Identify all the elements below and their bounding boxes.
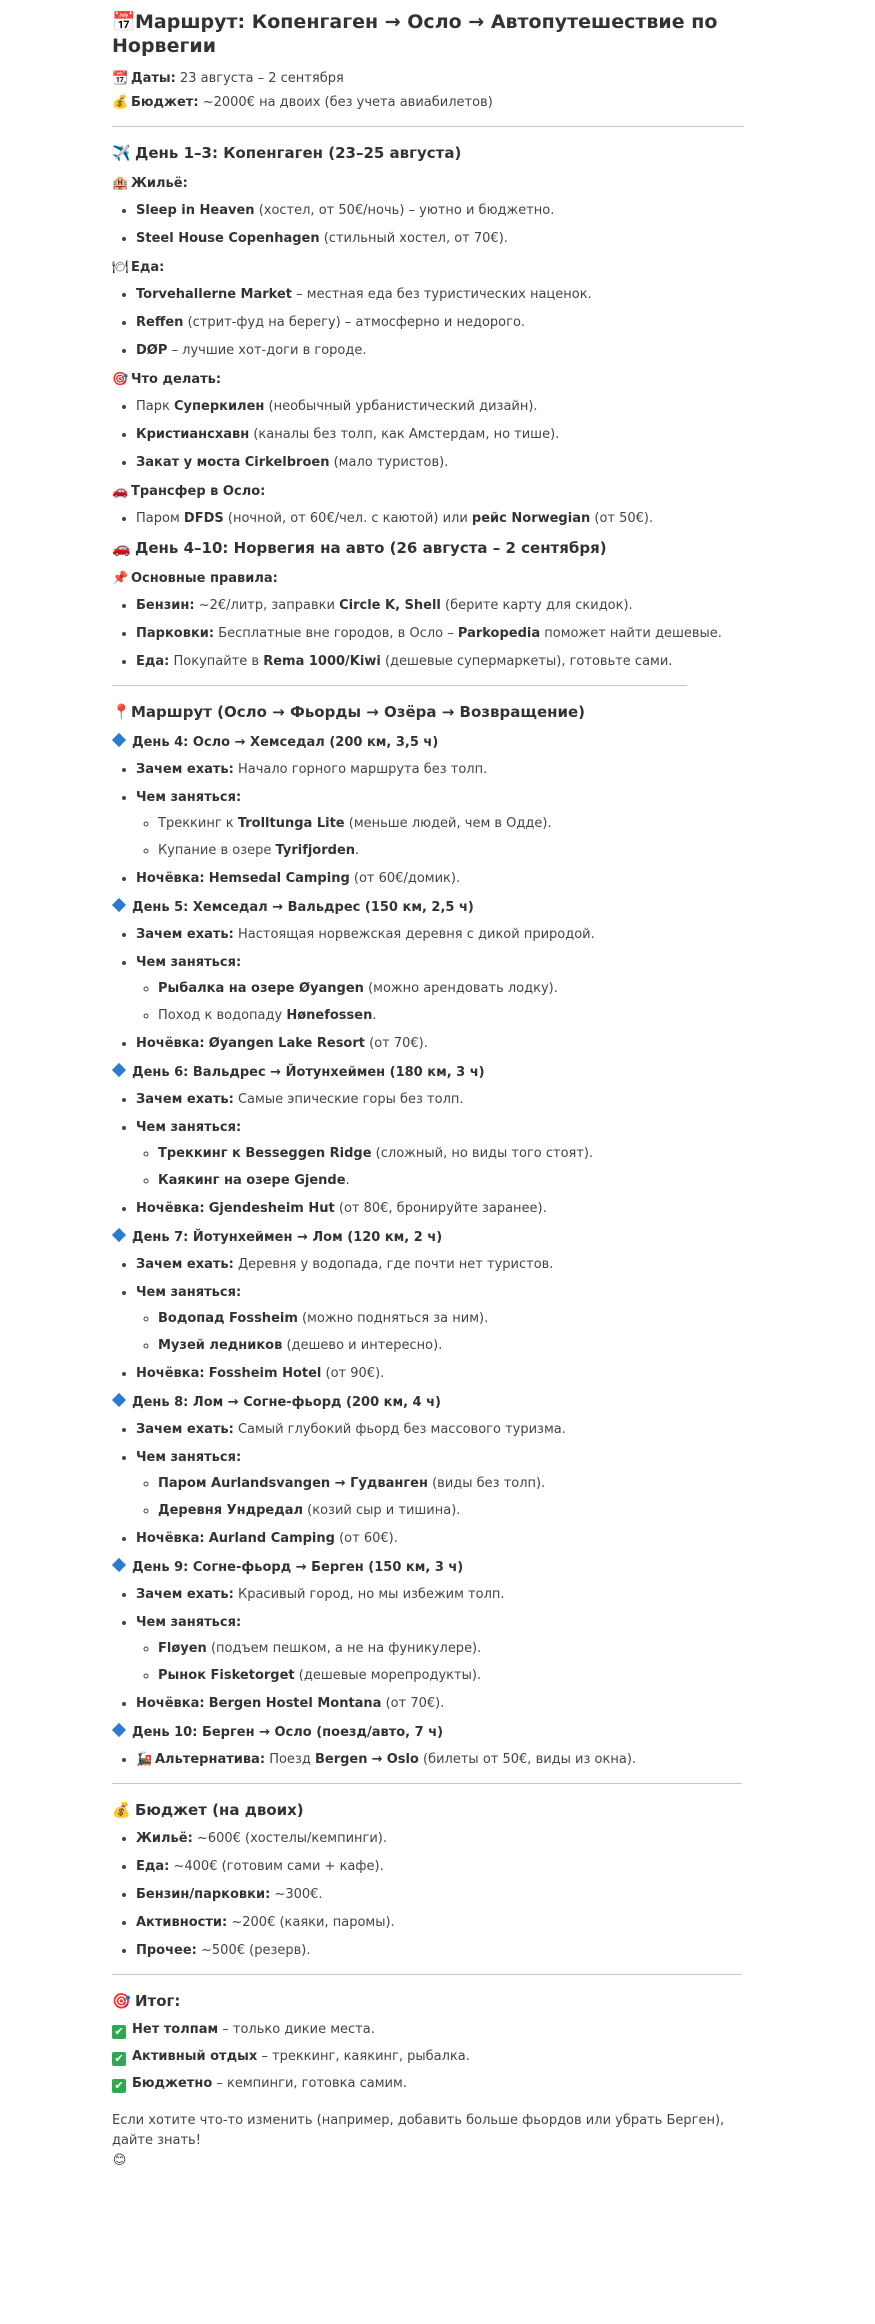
- item-label: Активности:: [136, 1915, 228, 1930]
- day-section: [112, 734, 744, 887]
- why-value: Настоящая норвежская деревня с дикой природой.: [237, 927, 595, 942]
- smile-icon: 😊: [112, 2153, 127, 2168]
- item-post: (меньше людей, чем в Одде).: [348, 816, 552, 831]
- diamond-icon: [112, 1228, 126, 1242]
- day-section: [112, 1394, 744, 1547]
- item-value: – треккинг, каякинг, рыбалка.: [261, 2049, 470, 2064]
- night-post: (от 60€).: [339, 1531, 398, 1546]
- list-item: [136, 926, 744, 943]
- night-post: (от 60€/домик).: [353, 871, 461, 886]
- day-list: [112, 1091, 744, 1217]
- list-item: [136, 1614, 744, 1684]
- item-value: ~400€ (готовим сами + кафе).: [173, 1859, 384, 1874]
- plane-icon: ✈️: [112, 144, 131, 162]
- item-label: Прочее:: [136, 1943, 197, 1958]
- why-value: Деревня у водопада, где почти нет туристов.: [237, 1257, 554, 1272]
- why-label: Зачем ехать:: [136, 1257, 234, 1272]
- car-icon: 🚗: [112, 484, 129, 499]
- item-desc: (мало туристов).: [333, 455, 449, 470]
- activity-item: [158, 1172, 744, 1189]
- why-label: Зачем ехать:: [136, 1422, 234, 1437]
- list-item: [136, 1365, 744, 1382]
- item-name: DØP: [136, 343, 168, 358]
- why-label: Зачем ехать:: [136, 1092, 234, 1107]
- do-label: Чем заняться:: [136, 790, 242, 805]
- item-value: – только дикие места.: [222, 2022, 375, 2037]
- item-name: Tyrifjorden: [275, 843, 356, 858]
- item-post: .: [345, 1173, 350, 1188]
- why-label: Зачем ехать:: [136, 927, 234, 942]
- list-item: [136, 1284, 744, 1354]
- train-icon: 🚂: [136, 1752, 153, 1767]
- item-post: .: [355, 843, 360, 858]
- list-item: [136, 625, 744, 642]
- item-name: Hønefossen: [286, 1008, 373, 1023]
- day-list: [112, 1421, 744, 1547]
- list-item: [136, 653, 744, 670]
- item-desc: (стрит-фуд на берегу) – атмосферно и недорого.: [187, 315, 526, 330]
- night-name: Hemsedal Camping: [208, 871, 350, 886]
- activity-item: [158, 1007, 744, 1024]
- night-post: (от 80€, бронируйте заранее).: [338, 1201, 547, 1216]
- list-item: [136, 870, 744, 887]
- activity-list: [136, 1310, 744, 1354]
- closing-text: [112, 2111, 744, 2171]
- activity-list: [136, 980, 744, 1024]
- money-icon: 💰: [112, 95, 129, 110]
- route-heading-text: Маршрут (Осло → Фьорды → Озёра → Возвращение): [131, 703, 586, 721]
- diamond-icon: [112, 1393, 126, 1407]
- copenhagen-heading-text: День 1–3: Копенгаген (23–25 августа): [135, 144, 462, 162]
- item-desc: (хостел, от 50€/ночь) – уютно и бюджетно.: [258, 203, 555, 218]
- money-icon: 💰: [112, 1801, 131, 1819]
- summary-item: [112, 2075, 744, 2093]
- day-heading: [112, 1394, 744, 1412]
- item-post: (дешевые супермаркеты), готовьте сами.: [384, 654, 673, 669]
- day-heading: [112, 1559, 744, 1577]
- activity-item: [158, 1310, 744, 1327]
- food-list: [112, 286, 744, 359]
- item-name-2: Oslo: [386, 1752, 419, 1767]
- item-name: Музей ледников: [158, 1338, 283, 1353]
- list-item: [136, 597, 744, 614]
- activity-list: [136, 815, 744, 859]
- transfer-list: [112, 510, 744, 527]
- item-name: Bergen: [314, 1752, 368, 1767]
- item-post: (билеты от 50€, виды из окна).: [423, 1752, 637, 1767]
- item-desc: – лучшие хот-доги в городе.: [171, 343, 367, 358]
- day-heading: [112, 1229, 744, 1247]
- diamond-icon: [112, 733, 126, 747]
- night-label: Ночёвка:: [136, 1036, 205, 1051]
- activity-item: [158, 1145, 744, 1162]
- item-post: (козий сыр и тишина).: [307, 1503, 461, 1518]
- location-pin-icon: 📍: [112, 703, 131, 721]
- list-item: [136, 398, 744, 415]
- list-item: [136, 1449, 744, 1519]
- list-item: [136, 202, 744, 219]
- budget-heading: [112, 1800, 744, 1820]
- day-heading: [112, 734, 744, 752]
- item-pre: Бесплатные вне городов, в Осло –: [218, 626, 454, 641]
- activity-item: [158, 980, 744, 997]
- list-item: [136, 1035, 744, 1052]
- why-value: Самый глубокий фьорд без массового туризма.: [237, 1422, 566, 1437]
- hotel-icon: 🏨: [112, 176, 129, 191]
- day-title: День 6: Вальдрес → Йотунхеймен (180 км, 3 ч): [132, 1065, 485, 1080]
- item-name: Circle K, Shell: [339, 598, 441, 613]
- day10-list: [112, 1751, 744, 1768]
- do-label: Чем заняться:: [136, 1120, 242, 1135]
- budget-list: [112, 1830, 744, 1959]
- closing-text-value: Если хотите что-то изменить (например, добавить больше фьордов или убрать Берген), дайте знать!: [112, 2113, 725, 2148]
- check-icon: ✔: [112, 2079, 126, 2093]
- item-pre: ~2€/литр, заправки: [198, 598, 335, 613]
- activity-list: [136, 1475, 744, 1519]
- item-label: Альтернатива:: [155, 1752, 266, 1767]
- list-item: [136, 1858, 744, 1875]
- item-post: поможет найти дешевые.: [544, 626, 722, 641]
- item-label: Нет толпам: [132, 2022, 219, 2037]
- why-value: Самые эпические горы без толп.: [237, 1092, 464, 1107]
- item-pre: Парк: [136, 399, 170, 414]
- list-item: [136, 342, 744, 359]
- item-name: Steel House Copenhagen: [136, 231, 320, 246]
- item-label: Бензин/парковки:: [136, 1887, 271, 1902]
- housing-heading-text: Жильё:: [131, 176, 188, 191]
- day-list: [112, 1586, 744, 1712]
- item-label: Жильё:: [136, 1831, 193, 1846]
- list-item: [136, 1942, 744, 1959]
- summary-item: [112, 2021, 744, 2039]
- item-name-2: рейс Norwegian: [471, 511, 591, 526]
- pushpin-icon: 📌: [112, 571, 129, 586]
- list-item: [136, 454, 744, 471]
- day-heading: [112, 1064, 744, 1082]
- item-desc: – местная еда без туристических наценок.: [296, 287, 592, 302]
- car-icon: 🚗: [112, 539, 131, 557]
- list-item: [136, 1530, 744, 1547]
- diamond-icon: [112, 1558, 126, 1572]
- item-desc: (стильный хостел, от 70€).: [323, 231, 508, 246]
- item-post: (можно арендовать лодку).: [368, 981, 558, 996]
- summary-heading: [112, 1991, 744, 2011]
- list-item: [136, 510, 744, 527]
- diamond-icon: [112, 898, 126, 912]
- item-label: Бюджетно: [132, 2076, 213, 2091]
- list-item: [136, 314, 744, 331]
- transfer-heading-text: Трансфер в Осло:: [131, 484, 266, 499]
- activity-list: [136, 1640, 744, 1684]
- item-name: Рыбалка на озере Øyangen: [158, 981, 364, 996]
- check-icon: ✔: [112, 2025, 126, 2039]
- day-title: День 4: Осло → Хемседал (200 км, 3,5 ч): [132, 735, 439, 750]
- item-label: Еда:: [136, 1859, 170, 1874]
- budget-heading-text: Бюджет (на двоих): [135, 1801, 304, 1819]
- day-title: День 5: Хемседал → Вальдрес (150 км, 2,5 ч): [132, 900, 474, 915]
- day-title: День 9: Согне-фьорд → Берген (150 км, 3 ч): [132, 1560, 464, 1575]
- why-value: Красивый город, но мы избежим толп.: [237, 1587, 505, 1602]
- dates-value: 23 августа – 2 сентября: [179, 71, 344, 86]
- night-name: Øyangen Lake Resort: [208, 1036, 365, 1051]
- item-post: (от 50€).: [594, 511, 654, 526]
- activity-item: [158, 1667, 744, 1684]
- night-label: Ночёвка:: [136, 1531, 205, 1546]
- item-pre: Паром: [136, 511, 180, 526]
- budget-line: [112, 94, 744, 111]
- activity-item: [158, 815, 744, 832]
- night-post: (от 70€).: [369, 1036, 428, 1051]
- todo-heading: [112, 371, 744, 389]
- check-icon: ✔: [112, 2052, 126, 2066]
- transfer-heading: [112, 483, 744, 501]
- item-name: Водопад Fossheim: [158, 1311, 298, 1326]
- item-value: ~200€ (каяки, паромы).: [231, 1915, 395, 1930]
- why-label: Зачем ехать:: [136, 762, 234, 777]
- night-name: Bergen Hostel Montana: [208, 1696, 382, 1711]
- item-post: (можно подняться за ним).: [302, 1311, 489, 1326]
- food-heading: [112, 259, 744, 277]
- list-item: [136, 1200, 744, 1217]
- target-icon: 🎯: [112, 1992, 131, 2010]
- do-label: Чем заняться:: [136, 1450, 242, 1465]
- list-item: [136, 761, 744, 778]
- summary-list: [112, 2021, 744, 2093]
- activity-item: [158, 1337, 744, 1354]
- do-label: Чем заняться:: [136, 955, 242, 970]
- norway-heading: [112, 538, 744, 558]
- activity-item: [158, 842, 744, 859]
- divider: [112, 1783, 742, 1784]
- activity-item: [158, 1640, 744, 1657]
- food-icon: 🍽: [112, 260, 129, 275]
- activity-item: [158, 1502, 744, 1519]
- item-pre: Поезд: [269, 1752, 311, 1767]
- page-title: [112, 10, 744, 58]
- list-item: [136, 1586, 744, 1603]
- calendar-icon: 📅: [112, 11, 136, 33]
- item-post: (дешевые морепродукты).: [298, 1668, 482, 1683]
- item-desc: (каналы без толп, как Амстердам, но тише).: [253, 427, 560, 442]
- night-label: Ночёвка:: [136, 871, 205, 886]
- night-name: Fossheim Hotel: [208, 1366, 322, 1381]
- list-item: [136, 230, 744, 247]
- day-list: [112, 926, 744, 1052]
- activity-list: [136, 1145, 744, 1189]
- day-section: [112, 1229, 744, 1382]
- divider: [112, 685, 687, 686]
- item-name: Sleep in Heaven: [136, 203, 255, 218]
- rules-list: [112, 597, 744, 670]
- rules-heading: [112, 570, 744, 588]
- item-label: Еда:: [136, 654, 170, 669]
- diamond-icon: [112, 1723, 126, 1737]
- night-label: Ночёвка:: [136, 1696, 205, 1711]
- item-post: (подъем пешком, а не на фуникулере).: [210, 1641, 482, 1656]
- item-name: Каякинг на озере Gjende: [158, 1173, 346, 1188]
- item-post: (сложный, но виды того стоят).: [375, 1146, 594, 1161]
- housing-heading: [112, 175, 744, 193]
- day-title: День 8: Лом → Согне-фьорд (200 км, 4 ч): [132, 1395, 441, 1410]
- item-label: Парковки:: [136, 626, 215, 641]
- dates-line: [112, 70, 744, 87]
- night-post: (от 70€).: [385, 1696, 445, 1711]
- day10-title: День 10: Берген → Осло (поезд/авто, 7 ч): [132, 1725, 444, 1740]
- item-value: ~300€.: [274, 1887, 323, 1902]
- item-label: Активный отдых: [132, 2049, 258, 2064]
- list-item: [136, 286, 744, 303]
- item-name: Reffen: [136, 315, 184, 330]
- item-pre: Покупайте в: [173, 654, 260, 669]
- activity-item: [158, 1475, 744, 1492]
- item-desc: (необычный урбанистический дизайн).: [268, 399, 538, 414]
- item-value: – кемпинги, готовка самим.: [216, 2076, 407, 2091]
- item-pre: Поход к водопаду: [158, 1008, 283, 1023]
- list-item: [136, 1830, 744, 1847]
- todo-list: [112, 398, 744, 471]
- list-item: [136, 1914, 744, 1931]
- do-label: Чем заняться:: [136, 1285, 242, 1300]
- list-item: [136, 1421, 744, 1438]
- diamond-icon: [112, 1063, 126, 1077]
- item-post: .: [372, 1008, 377, 1023]
- item-post: (виды без толп).: [432, 1476, 546, 1491]
- route-heading: [112, 702, 744, 722]
- dates-label: Даты:: [131, 71, 176, 86]
- item-name: Паром Aurlandsvangen → Гудванген: [158, 1476, 428, 1491]
- item-name: Parkopedia: [457, 626, 541, 641]
- food-heading-text: Еда:: [131, 260, 165, 275]
- item-name: Закат у моста Cirkelbroen: [136, 455, 330, 470]
- item-name: Деревня Ундредал: [158, 1503, 304, 1518]
- item-name: DFDS: [183, 511, 224, 526]
- night-post: (от 90€).: [325, 1366, 385, 1381]
- item-name: Кристиансхавн: [136, 427, 250, 442]
- todo-heading-text: Что делать:: [131, 372, 222, 387]
- item-pre: Купание в озере: [158, 843, 272, 858]
- day10-heading: [112, 1724, 744, 1742]
- list-item: [136, 1119, 744, 1189]
- copenhagen-heading: [112, 143, 744, 163]
- route-days: [112, 734, 744, 1712]
- day-section: [112, 1064, 744, 1217]
- item-name: Torvehallerne Market: [136, 287, 292, 302]
- day-heading: [112, 899, 744, 917]
- target-icon: 🎯: [112, 372, 129, 387]
- arrow-glyph: →: [371, 1752, 383, 1767]
- item-post: (берите карту для скидок).: [445, 598, 633, 613]
- list-item: [136, 1256, 744, 1273]
- budget-label: Бюджет:: [131, 95, 199, 110]
- day-title: День 7: Йотунхеймен → Лом (120 км, 2 ч): [132, 1230, 443, 1245]
- list-item: [136, 1695, 744, 1712]
- item-name: Rema 1000/Kiwi: [263, 654, 381, 669]
- item-post: (дешево и интересно).: [286, 1338, 443, 1353]
- item-label: Бензин:: [136, 598, 195, 613]
- day-section: [112, 1559, 744, 1712]
- item-name: Рынок Fisketorget: [158, 1668, 295, 1683]
- budget-value: ~2000€ на двоих (без учета авиабилетов): [202, 95, 493, 110]
- item-name: Треккинг к Besseggen Ridge: [158, 1146, 372, 1161]
- item-pre: Треккинг к: [158, 816, 234, 831]
- day-list: [112, 1256, 744, 1382]
- item-name: Суперкилен: [174, 399, 265, 414]
- why-value: Начало горного маршрута без толп.: [237, 762, 488, 777]
- divider: [112, 126, 744, 127]
- list-item: [136, 426, 744, 443]
- list-item: [136, 1091, 744, 1108]
- title-text: Маршрут: Копенгаген → Осло → Автопутешествие по Норвегии: [112, 11, 718, 57]
- housing-list: [112, 202, 744, 247]
- summary-item: [112, 2048, 744, 2066]
- item-value: ~600€ (хостелы/кемпинги).: [196, 1831, 388, 1846]
- night-label: Ночёвка:: [136, 1201, 205, 1216]
- night-label: Ночёвка:: [136, 1366, 205, 1381]
- list-item: [136, 789, 744, 859]
- item-mid: (ночной, от 60€/чел. с каютой) или: [227, 511, 468, 526]
- item-value: ~500€ (резерв).: [201, 1943, 311, 1958]
- item-name: Fløyen: [158, 1641, 207, 1656]
- item-name: Trolltunga Lite: [237, 816, 345, 831]
- divider: [112, 1974, 742, 1975]
- why-label: Зачем ехать:: [136, 1587, 234, 1602]
- calendar-small-icon: 📆: [112, 71, 129, 86]
- list-item: [136, 1886, 744, 1903]
- list-item: [136, 1751, 744, 1768]
- night-name: Gjendesheim Hut: [208, 1201, 335, 1216]
- norway-heading-text: День 4–10: Норвегия на авто (26 августа – 2 сентября): [135, 539, 607, 557]
- rules-heading-text: Основные правила:: [131, 571, 278, 586]
- do-label: Чем заняться:: [136, 1615, 242, 1630]
- day-list: [112, 761, 744, 887]
- summary-heading-text: Итог:: [135, 1992, 181, 2010]
- list-item: [136, 954, 744, 1024]
- day-section: [112, 899, 744, 1052]
- night-name: Aurland Camping: [208, 1531, 335, 1546]
